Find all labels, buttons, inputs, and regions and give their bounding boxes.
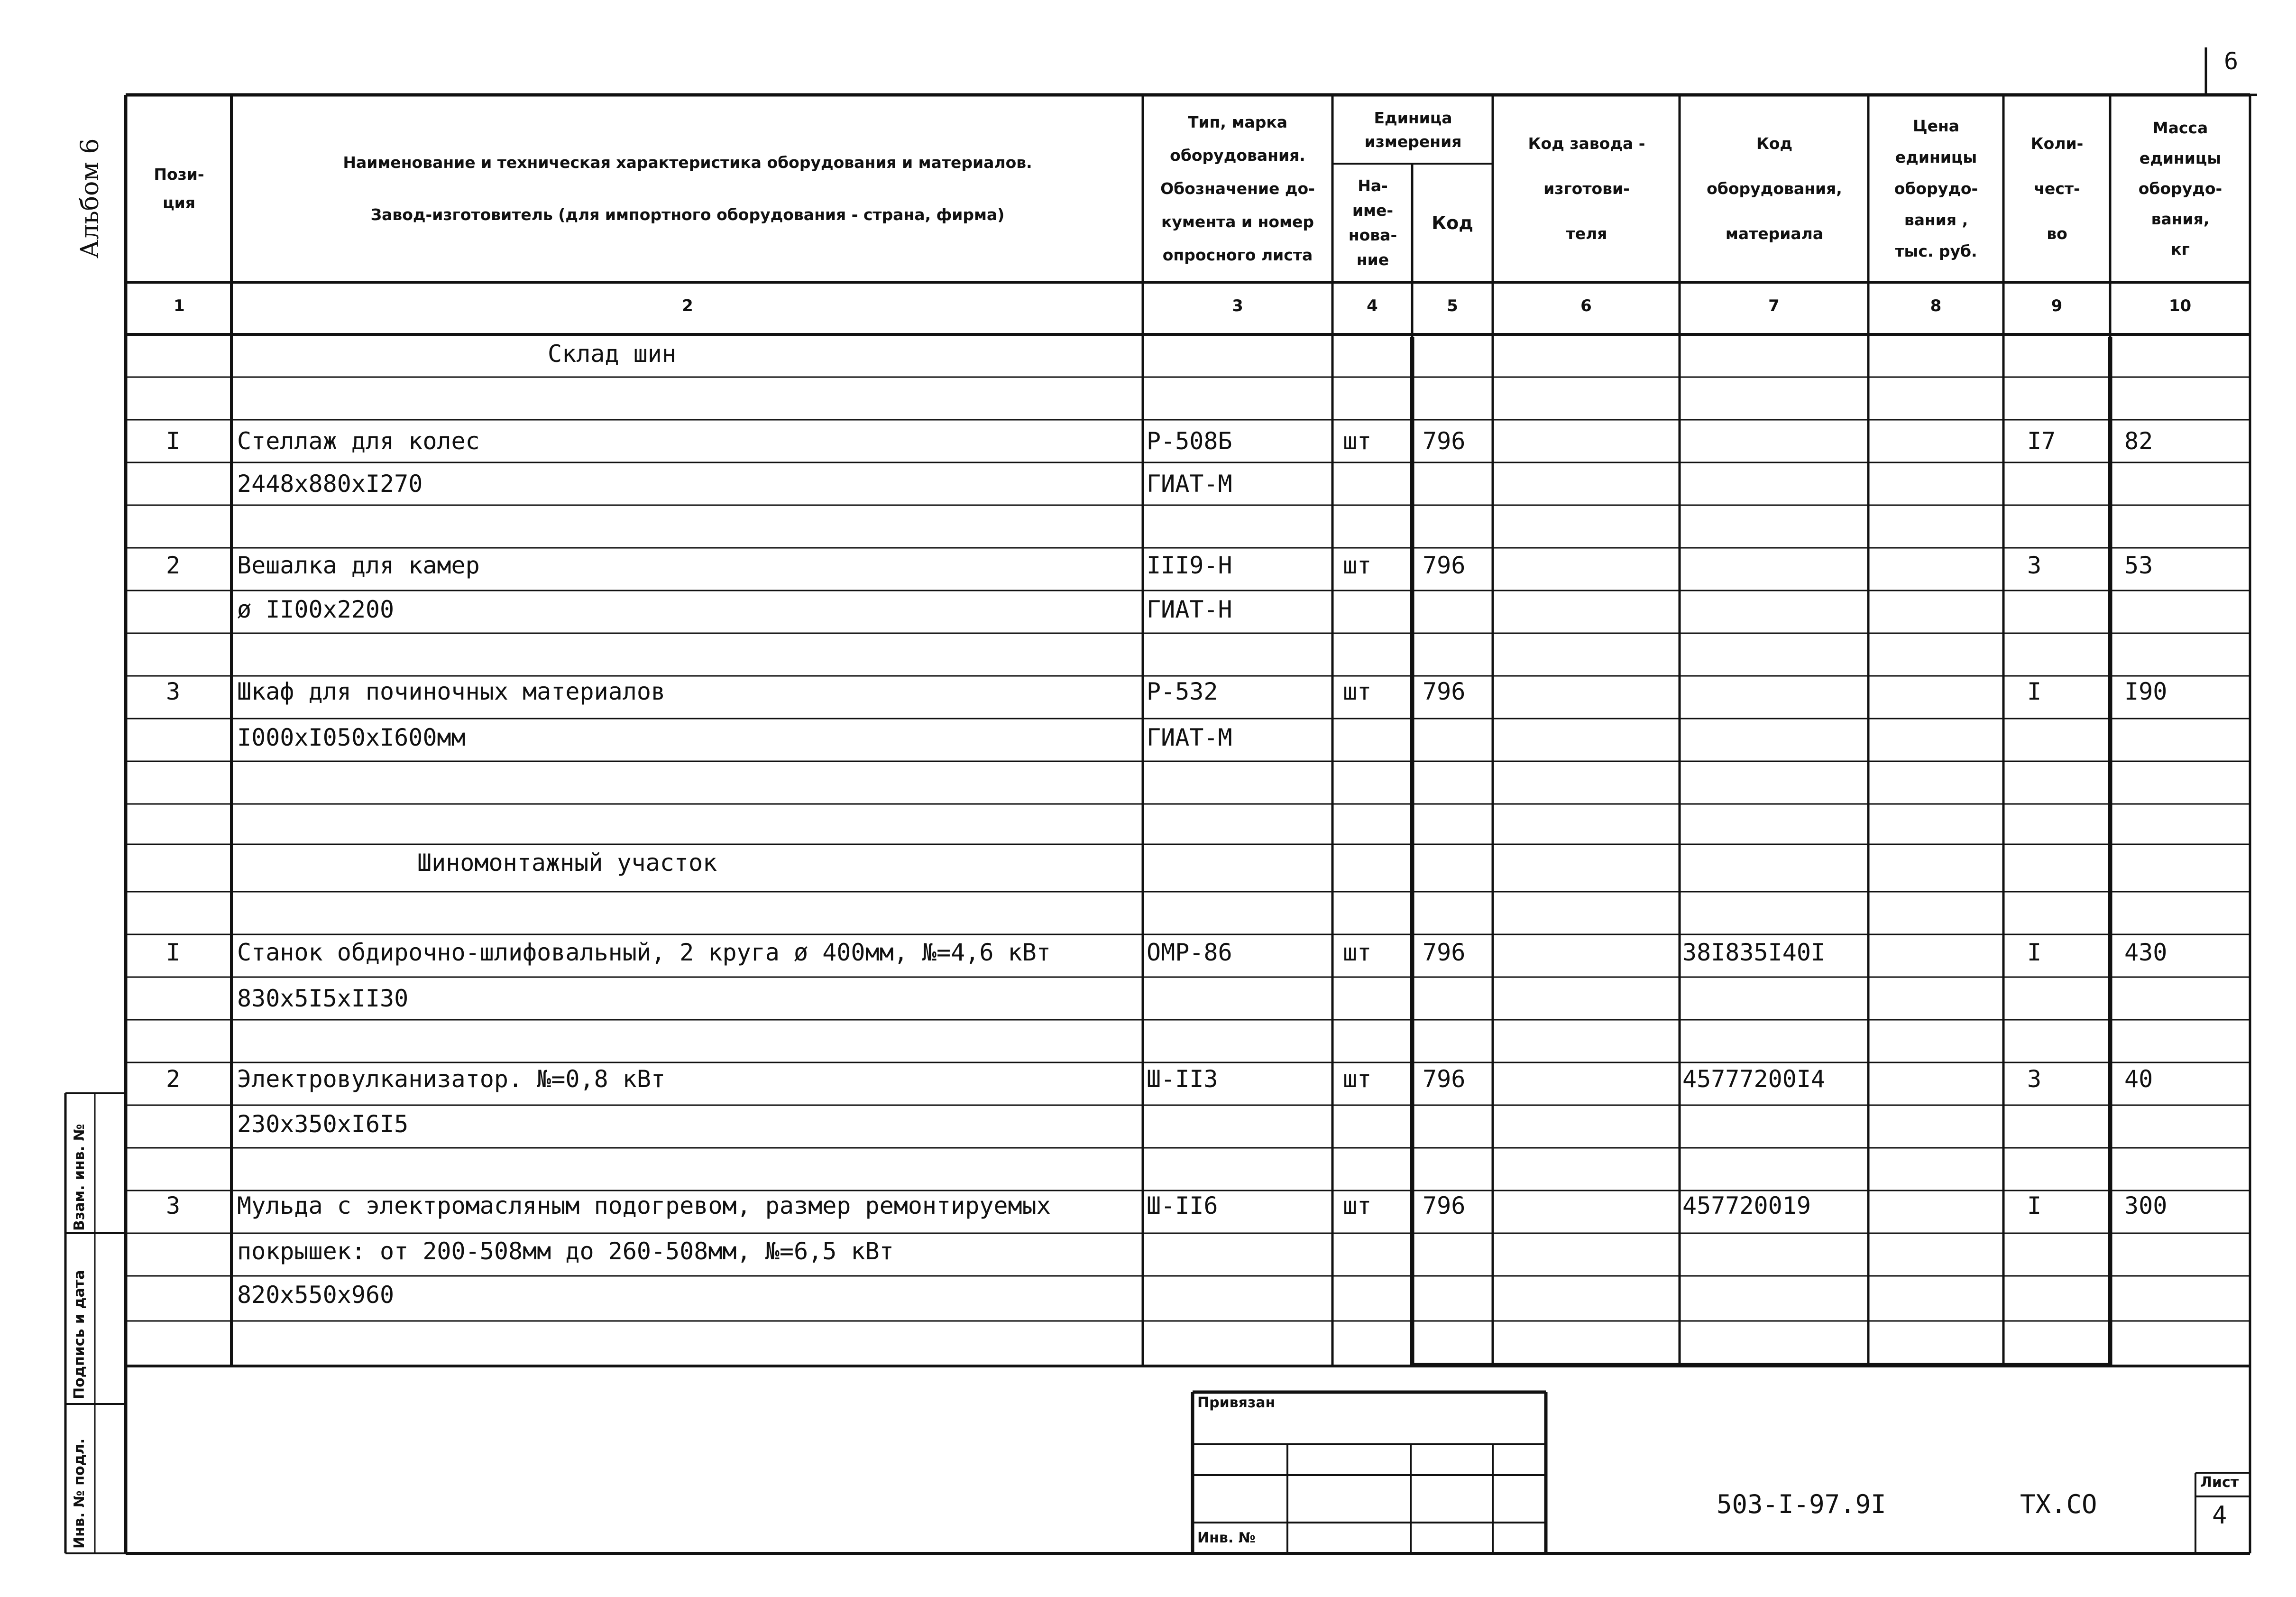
row-position: 3: [166, 1192, 181, 1219]
row-unit: шт: [1343, 1192, 1372, 1219]
row-unit-code: 796: [1423, 1065, 1466, 1093]
column-number: 7: [1768, 296, 1780, 315]
sheet-label: Лист: [2200, 1474, 2239, 1491]
row-mass: I90: [2124, 678, 2167, 705]
document-mark: ТХ.СО: [2020, 1489, 2097, 1519]
header-price: Цена единицы оборудо- вания , тыс. руб.: [1894, 116, 1978, 260]
row-unit: шт: [1343, 552, 1372, 579]
row-type: III9-Н: [1147, 552, 1232, 579]
row-name: Мульда с электромасляным подогревом, размер ремонтируемых: [237, 1192, 1051, 1219]
row-name: Вешалка для камер: [237, 552, 480, 579]
row-name-dims: 2448х880хI270: [237, 470, 423, 498]
row-quantity: 3: [2027, 1065, 2042, 1093]
row-name: Станок обдирочно-шлифовальный, 2 круга ø 400мм, №=4,6 кВт: [237, 939, 1051, 966]
row-type-doc: ГИАТ-Н: [1147, 596, 1232, 623]
header-mass: Масса единицы оборудо- вания, кг: [2138, 118, 2223, 258]
column-number: 4: [1367, 296, 1378, 315]
header-position: Пози- ция: [154, 165, 204, 212]
header-unit-code: Код: [1432, 212, 1473, 233]
row-name-cont: покрышек: от 200-508мм до 260-508мм, №=6,5 кВт: [237, 1237, 894, 1265]
sheet-number: 4: [2212, 1501, 2227, 1530]
row-equipment-code: 38I835I40I: [1682, 939, 1826, 966]
document-code: 503-I-97.9I: [1717, 1489, 1886, 1519]
column-number: 9: [2051, 296, 2063, 315]
row-name: Шкаф для починочных материалов: [237, 678, 666, 705]
row-unit-code: 796: [1423, 678, 1466, 705]
row-name-dims: I000хI050хI600мм: [237, 724, 466, 751]
row-quantity: 3: [2027, 552, 2042, 579]
row-type: Ш-II3: [1147, 1065, 1218, 1093]
row-type-doc: ГИАТ-М: [1147, 724, 1232, 751]
row-unit: шт: [1343, 939, 1372, 966]
header-type: Тип, марка оборудования. Обозначение до- кумента и номер опросного листа: [1160, 112, 1315, 264]
row-name: Электровулканизатор. №=0,8 кВт: [237, 1065, 666, 1093]
row-quantity: I: [2027, 1192, 2042, 1219]
header-quantity: Коли- чест- во: [2030, 134, 2084, 243]
album-label: Альбом 6: [76, 138, 104, 258]
row-unit: шт: [1343, 427, 1372, 455]
row-mass: 300: [2124, 1192, 2167, 1219]
column-number: 10: [2168, 296, 2192, 315]
row-name-dims: ø II00х2200: [237, 596, 395, 623]
row-name-dims: 230х350хI6I5: [237, 1110, 409, 1138]
row-quantity: I: [2027, 678, 2042, 705]
row-name-dims: 830х5I5хII30: [237, 985, 409, 1012]
side-vzam-inv: Взам. инв. №: [71, 1124, 88, 1231]
row-type: Р-532: [1147, 678, 1218, 705]
row-type: ОМР-86: [1147, 939, 1232, 966]
column-number: 2: [682, 296, 693, 315]
row-mass: 430: [2124, 939, 2167, 966]
row-unit-code: 796: [1423, 427, 1466, 455]
row-mass: 53: [2124, 552, 2153, 579]
side-inv-podl: Инв. № подл.: [71, 1438, 88, 1549]
row-type-doc: ГИАТ-М: [1147, 470, 1232, 498]
column-number: 5: [1447, 296, 1458, 315]
row-type: Ш-II6: [1147, 1192, 1218, 1219]
header-unit-group: Единица измерения: [1364, 109, 1462, 151]
stamp-bound-label: Привязан: [1197, 1394, 1276, 1411]
row-quantity: I7: [2027, 427, 2056, 455]
row-position: 2: [166, 552, 181, 579]
row-position: 2: [166, 1065, 181, 1093]
row-name: Стеллаж для колес: [237, 427, 480, 455]
row-equipment-code: 45777200I4: [1682, 1065, 1826, 1093]
header-unit-name: На- име- нова- ние: [1348, 176, 1397, 269]
page-number: 6: [2224, 47, 2239, 75]
row-quantity: I: [2027, 939, 2042, 966]
section-title: Шиномонтажный участок: [417, 849, 717, 877]
header-name: Наименование и техническая характеристика оборудования и материалов. Завод-изготовитель (для импортного оборудования - страна, фирма): [343, 153, 1032, 224]
row-unit-code: 796: [1423, 939, 1466, 966]
stamp-inv-label: Инв. №: [1197, 1530, 1256, 1546]
row-equipment-code: 457720019: [1682, 1192, 1811, 1219]
row-type: Р-508Б: [1147, 427, 1232, 455]
column-number: 1: [174, 296, 185, 315]
side-sign-date: Подпись и дата: [71, 1270, 88, 1399]
header-factory-code: Код завода - изготови- теля: [1528, 134, 1645, 243]
row-position: I: [166, 939, 181, 966]
column-number: 8: [1930, 296, 1942, 315]
row-unit-code: 796: [1423, 1192, 1466, 1219]
row-position: 3: [166, 678, 181, 705]
row-name-dims: 820х550х960: [237, 1281, 395, 1309]
header-equipment-code: Код оборудования, материала: [1707, 134, 1842, 243]
row-unit-code: 796: [1423, 552, 1466, 579]
row-mass: 40: [2124, 1065, 2153, 1093]
row-mass: 82: [2124, 427, 2153, 455]
row-unit: шт: [1343, 1065, 1372, 1093]
section-title: Склад шин: [548, 340, 676, 368]
row-position: I: [166, 427, 181, 455]
column-number: 3: [1232, 296, 1243, 315]
row-unit: шт: [1343, 678, 1372, 705]
column-number: 6: [1580, 296, 1592, 315]
